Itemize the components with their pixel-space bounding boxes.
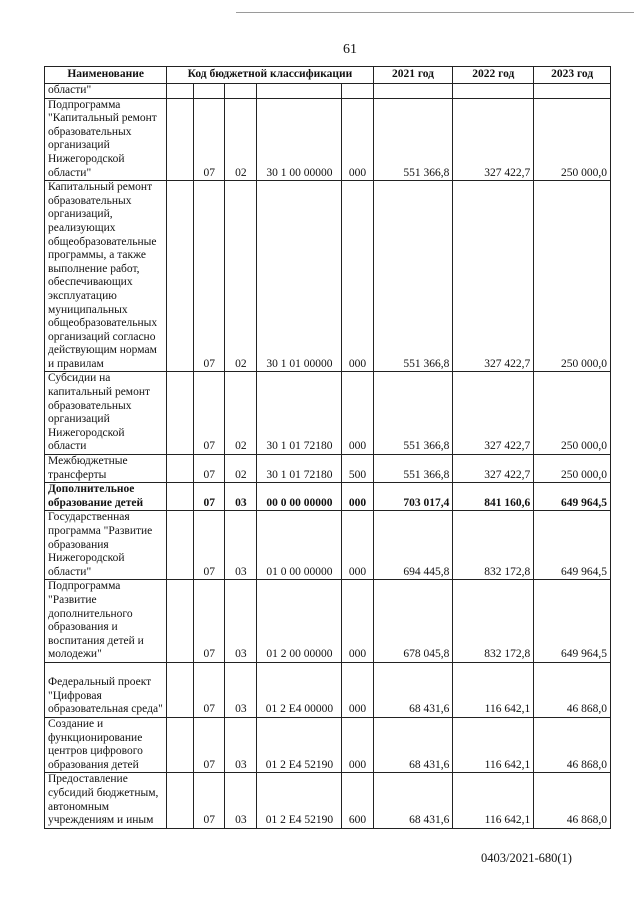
row-amount-2022: 832 172,8 xyxy=(453,511,534,580)
row-amount-2022: 327 422,7 xyxy=(453,455,534,483)
document-code: 0403/2021-680(1) xyxy=(481,851,572,865)
table-row xyxy=(45,717,611,772)
row-name: Федеральный проект "Цифровая образовательная среда" xyxy=(45,662,167,717)
row-amount-2023: 250 000,0 xyxy=(534,372,611,455)
row-target-article: 30 1 01 72180 xyxy=(257,455,342,483)
row-amount-2022: 116 642,1 xyxy=(453,773,534,828)
row-blank xyxy=(167,84,194,99)
row-amount-2022: 327 422,7 xyxy=(453,98,534,181)
row-section: 07 xyxy=(194,717,225,772)
row-amount-2021: 68 431,6 xyxy=(373,717,453,772)
row-blank xyxy=(167,372,194,455)
row-blank xyxy=(167,483,194,511)
row-amount-2023: 46 868,0 xyxy=(534,662,611,717)
row-name: области" xyxy=(45,84,167,99)
row-amount-2023: 250 000,0 xyxy=(534,98,611,181)
header-year-2023: 2023 год xyxy=(534,67,611,84)
header-code: Код бюджетной классификации xyxy=(167,67,373,84)
row-blank xyxy=(167,98,194,181)
row-amount-2023: 46 868,0 xyxy=(534,773,611,828)
row-amount-2023: 649 964,5 xyxy=(534,511,611,580)
row-expense-type: 000 xyxy=(342,662,373,717)
row-expense-type: 000 xyxy=(342,580,373,663)
row-target-article: 30 1 00 00000 xyxy=(257,98,342,181)
row-amount-2023: 46 868,0 xyxy=(534,717,611,772)
row-section: 07 xyxy=(194,455,225,483)
row-expense-type xyxy=(342,84,373,99)
row-amount-2021: 68 431,6 xyxy=(373,662,453,717)
row-amount-2023 xyxy=(534,84,611,99)
page-number: 61 xyxy=(343,42,357,57)
row-amount-2021: 68 431,6 xyxy=(373,773,453,828)
row-target-article: 00 0 00 00000 xyxy=(257,483,342,511)
table-row xyxy=(45,372,611,455)
table-row xyxy=(45,84,611,99)
header-year-2021: 2021 год xyxy=(373,67,453,84)
row-amount-2023: 250 000,0 xyxy=(534,181,611,372)
row-name: Подпрограмма "Развитие дополнительного образования и воспитания детей и молодежи" xyxy=(45,580,167,663)
row-subsection: 03 xyxy=(225,717,257,772)
row-name: Дополнительное образование детей xyxy=(45,483,167,511)
row-amount-2022: 116 642,1 xyxy=(453,717,534,772)
row-blank xyxy=(167,773,194,828)
row-section: 07 xyxy=(194,181,225,372)
table-row xyxy=(45,511,611,580)
row-name: Субсидии на капитальный ремонт образовательных организаций Нижегородской области xyxy=(45,372,167,455)
row-subsection: 03 xyxy=(225,662,257,717)
row-amount-2022: 841 160,6 xyxy=(453,483,534,511)
row-amount-2023: 649 964,5 xyxy=(534,580,611,663)
row-amount-2023: 649 964,5 xyxy=(534,483,611,511)
row-name: Создание и функционирование центров цифрового образования детей xyxy=(45,717,167,772)
row-subsection xyxy=(225,84,257,99)
row-target-article: 01 2 00 00000 xyxy=(257,580,342,663)
table-row xyxy=(45,580,611,663)
table-row xyxy=(45,483,611,511)
row-section: 07 xyxy=(194,511,225,580)
row-section: 07 xyxy=(194,773,225,828)
row-expense-type: 000 xyxy=(342,717,373,772)
row-section: 07 xyxy=(194,662,225,717)
row-subsection: 03 xyxy=(225,773,257,828)
row-blank xyxy=(167,580,194,663)
row-expense-type: 600 xyxy=(342,773,373,828)
row-section: 07 xyxy=(194,98,225,181)
row-amount-2021: 551 366,8 xyxy=(373,98,453,181)
row-blank xyxy=(167,662,194,717)
row-subsection: 03 xyxy=(225,483,257,511)
row-blank xyxy=(167,511,194,580)
row-target-article: 01 0 00 00000 xyxy=(257,511,342,580)
row-blank xyxy=(167,455,194,483)
row-blank xyxy=(167,181,194,372)
row-section: 07 xyxy=(194,372,225,455)
table-row xyxy=(45,181,611,372)
row-target-article xyxy=(257,84,342,99)
row-expense-type: 000 xyxy=(342,511,373,580)
row-name: Капитальный ремонт образовательных организаций, реализующих общеобразовательные программы, а также выполнение работ, обеспечивающих эксплуатацию муниципальных общеобразовательных организаций согласно действующим нормам и правилам xyxy=(45,181,167,372)
row-expense-type: 000 xyxy=(342,372,373,455)
budget-table xyxy=(44,66,611,829)
row-amount-2022 xyxy=(453,84,534,99)
row-subsection: 03 xyxy=(225,580,257,663)
row-amount-2021: 703 017,4 xyxy=(373,483,453,511)
top-rule xyxy=(236,12,634,13)
row-blank xyxy=(167,717,194,772)
row-amount-2021: 694 445,8 xyxy=(373,511,453,580)
row-section: 07 xyxy=(194,580,225,663)
row-name: Межбюджетные трансферты xyxy=(45,455,167,483)
row-target-article: 01 2 E4 00000 xyxy=(257,662,342,717)
row-subsection: 02 xyxy=(225,372,257,455)
table-row xyxy=(45,662,611,717)
table-row xyxy=(45,98,611,181)
table-row xyxy=(45,455,611,483)
row-name: Подпрограмма "Капитальный ремонт образовательных организаций Нижегородской области" xyxy=(45,98,167,181)
row-name: Предоставление субсидий бюджетным, автономным учреждениям и иным xyxy=(45,773,167,828)
row-subsection: 02 xyxy=(225,181,257,372)
row-expense-type: 000 xyxy=(342,483,373,511)
row-subsection: 02 xyxy=(225,455,257,483)
row-section xyxy=(194,84,225,99)
row-amount-2021: 551 366,8 xyxy=(373,181,453,372)
row-target-article: 01 2 E4 52190 xyxy=(257,717,342,772)
header-name: Наименование xyxy=(45,67,167,84)
row-subsection: 03 xyxy=(225,511,257,580)
header-year-2022: 2022 год xyxy=(453,67,534,84)
row-name: Государственная программа "Развитие образования Нижегородской области" xyxy=(45,511,167,580)
row-amount-2022: 327 422,7 xyxy=(453,372,534,455)
row-section: 07 xyxy=(194,483,225,511)
row-amount-2022: 832 172,8 xyxy=(453,580,534,663)
row-target-article: 30 1 01 72180 xyxy=(257,372,342,455)
row-amount-2022: 116 642,1 xyxy=(453,662,534,717)
row-amount-2023: 250 000,0 xyxy=(534,455,611,483)
row-amount-2021: 551 366,8 xyxy=(373,455,453,483)
row-amount-2022: 327 422,7 xyxy=(453,181,534,372)
row-target-article: 01 2 E4 52190 xyxy=(257,773,342,828)
row-amount-2021 xyxy=(373,84,453,99)
row-expense-type: 000 xyxy=(342,98,373,181)
table-row xyxy=(45,773,611,828)
row-expense-type: 500 xyxy=(342,455,373,483)
row-expense-type: 000 xyxy=(342,181,373,372)
header-row xyxy=(45,67,611,84)
row-subsection: 02 xyxy=(225,98,257,181)
row-target-article: 30 1 01 00000 xyxy=(257,181,342,372)
row-amount-2021: 678 045,8 xyxy=(373,580,453,663)
row-amount-2021: 551 366,8 xyxy=(373,372,453,455)
